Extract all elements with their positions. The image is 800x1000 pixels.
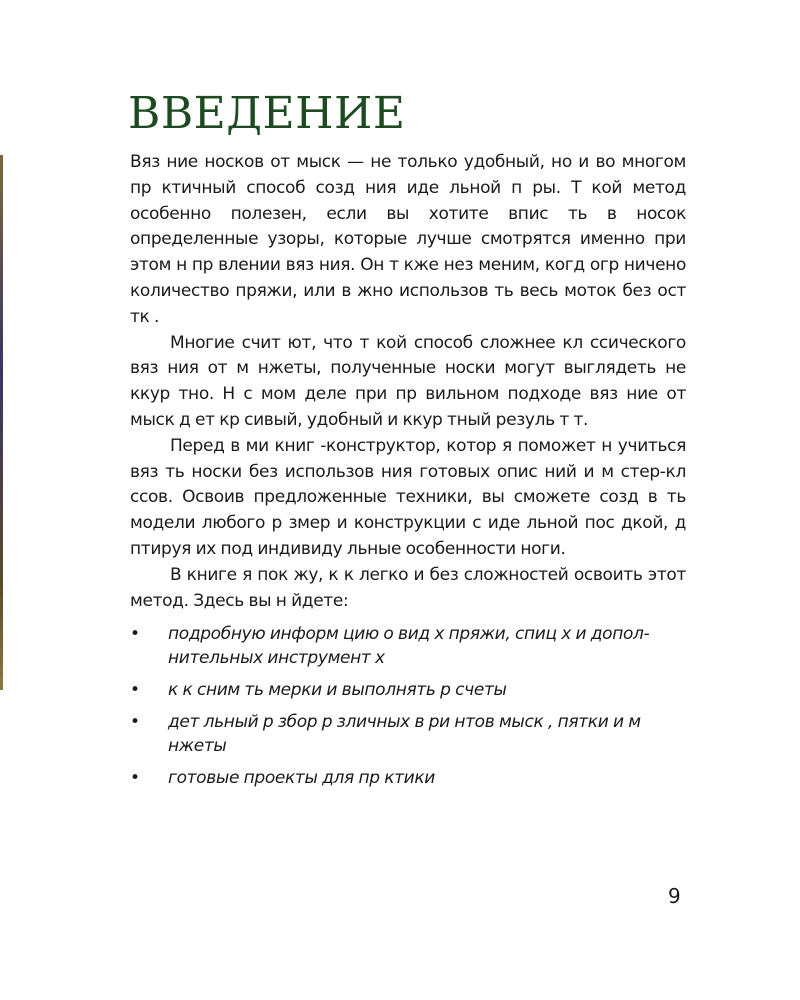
list-item bbox=[130, 710, 686, 758]
list-item bbox=[130, 678, 686, 702]
list-item-text: готовые проекты для пр ктики bbox=[168, 768, 435, 789]
bullet-icon: • bbox=[130, 624, 140, 645]
list-item-text: дет льный р збор р зличных в ри нтов мыск , пятки и м нжеты bbox=[168, 712, 641, 757]
paragraph-3: Перед в ми книг -конструктор, котор я поможет н учиться вяз ть носки без использов ния готовых опис ний и м стер-кл ссов. Освоив предложенные техники, вы сможете созд в ть модели любого р змер и конструкции с иде льной пос дкой, д птируя их под индивиду льные особенности ноги. bbox=[130, 435, 686, 559]
paragraph-1: Вяз ние носков от мыск — не только удобный, но и во многом пр ктичный способ созд ния иде льной п ры. Т кой метод особенно полезен, если вы хотите впис ть в носок определенные узоры, которые лучше смотрятся именно при этом н пр влении вяз ния. Он т кже нез меним, когд огр ничено количество пряжи, или в жно использов ть весь моток без ост тк . bbox=[130, 152, 686, 327]
bullet-icon: • bbox=[130, 680, 140, 701]
paragraph-4: В книге я пок жу, к к легко и без сложностей освоить этот метод. Здесь вы н йдете: bbox=[130, 564, 686, 611]
list-item-text: к к сним ть мерки и выполнять р счеты bbox=[168, 680, 507, 701]
feature-list bbox=[130, 622, 686, 790]
bullet-icon: • bbox=[130, 712, 140, 733]
list-item bbox=[130, 766, 686, 790]
list-item-text: подробную информ цию о вид х пряжи, спиц х и дополнительных инструмент х bbox=[168, 624, 650, 669]
bullet-icon: • bbox=[130, 768, 140, 789]
list-item bbox=[130, 622, 686, 670]
paragraph-2: Многие счит ют, что т кой способ сложнее кл ссического вяз ния от м нжеты, полученные носки могут выглядеть не ккур тно. Н с мом деле при пр вильном подходе вяз ние от мыск д ет кр сивый, удобный и ккур тный резуль т т. bbox=[130, 332, 686, 430]
page-title: ВВЕДЕНИЕ bbox=[128, 88, 406, 139]
intro-text bbox=[130, 150, 686, 798]
page-number: 9 bbox=[668, 884, 681, 908]
cover-edge-strip bbox=[0, 155, 3, 690]
